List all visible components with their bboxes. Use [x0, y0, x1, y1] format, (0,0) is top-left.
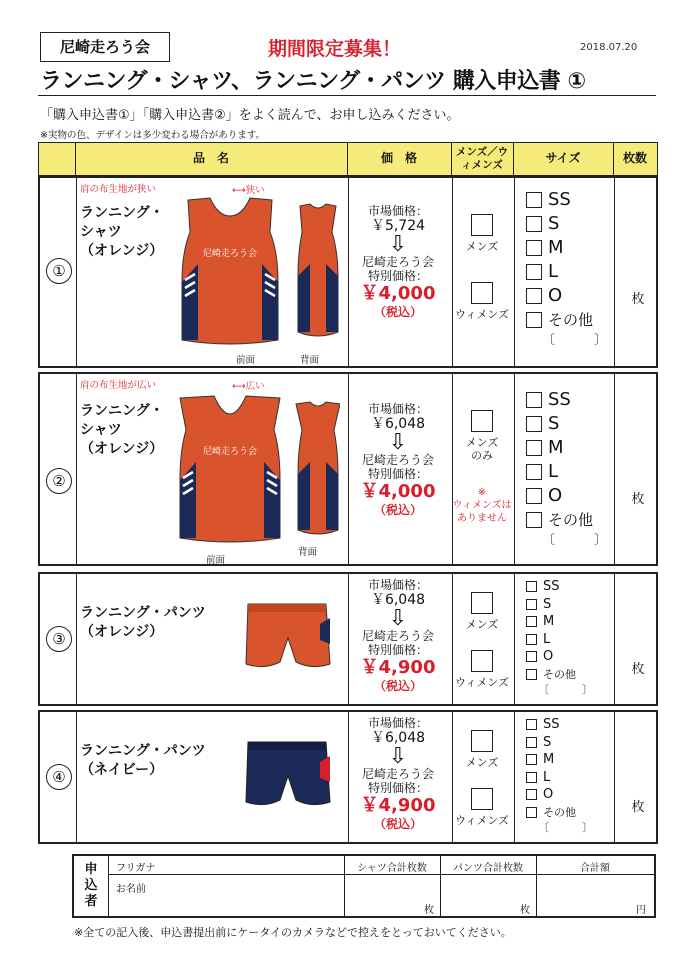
- product-name: ランニング・パンツ （オレンジ）: [80, 605, 206, 640]
- title-underline: [38, 95, 656, 96]
- footer-note: ※全ての記入後、申込書提出前にケータイのカメラなどで控えをとっておいてください。: [74, 926, 512, 939]
- mens-label: メンズ: [465, 756, 499, 769]
- womens-checkbox[interactable]: [471, 650, 493, 672]
- size-checkbox[interactable]: [526, 416, 542, 432]
- size-checkbox[interactable]: [526, 392, 542, 408]
- price-block: 市場価格： ￥6,048 ⇩ 尼崎走ろう会 特別価格： ￥4,900 （税込）: [348, 578, 448, 693]
- womens-label: ウィメンズ: [454, 676, 509, 689]
- size-other-bracket: 〔 〕: [542, 533, 608, 548]
- down-arrow-icon: ⇩: [388, 744, 408, 769]
- size-option: その他: [526, 308, 607, 332]
- size-option: O: [526, 484, 607, 508]
- size-option: O: [526, 648, 593, 666]
- size-option: M: [526, 236, 607, 260]
- applicant-label: 申 込 者: [84, 862, 98, 909]
- product-row-1: [38, 176, 658, 368]
- pants-unit: 枚: [520, 905, 530, 916]
- womens-checkbox[interactable]: [471, 282, 493, 304]
- womens-label: ウィメンズ: [454, 814, 509, 827]
- back-label: 背面: [298, 547, 318, 558]
- no-womens-note: ※ ウィメンズは ありません: [452, 487, 512, 524]
- grand-total-label: 合計額: [580, 863, 610, 874]
- size-option: S: [526, 212, 607, 236]
- mens-label: メンズ: [465, 618, 499, 631]
- size-checkbox[interactable]: [526, 669, 537, 680]
- mens-only-label: メンズ のみ: [465, 436, 499, 462]
- row-number: ③: [46, 626, 72, 652]
- size-option: O: [526, 284, 607, 308]
- shirt-print: 尼崎走ろう会: [202, 249, 258, 259]
- size-checkbox[interactable]: [526, 512, 542, 528]
- down-arrow-icon: ⇩: [388, 430, 408, 455]
- size-checkbox[interactable]: [526, 581, 537, 592]
- mens-checkbox[interactable]: [471, 410, 493, 432]
- size-option: M: [526, 613, 593, 631]
- size-option: その他: [526, 508, 607, 532]
- back-label: 背面: [300, 355, 320, 366]
- size-option: L: [526, 260, 607, 284]
- size-option: S: [526, 734, 593, 752]
- product-row-4: [38, 710, 658, 844]
- yen-unit: 円: [636, 905, 646, 916]
- size-options: [526, 578, 593, 697]
- size-option: その他: [526, 804, 593, 822]
- page-title: ランニング・シャツ、ランニング・パンツ 購入申込書 ①: [40, 69, 586, 94]
- size-option: SS: [526, 578, 593, 596]
- size-option: その他: [526, 666, 593, 684]
- mens-checkbox[interactable]: [471, 214, 493, 236]
- product-row-3: [38, 572, 658, 706]
- shoulder-note: 肩の布生地が狭い: [80, 184, 157, 195]
- size-options: [526, 388, 607, 550]
- size-checkbox[interactable]: [526, 264, 542, 280]
- size-checkbox[interactable]: [526, 634, 537, 645]
- row-number: ④: [46, 764, 72, 790]
- furigana-label: フリガナ: [116, 863, 156, 874]
- date: 2018.07.20: [580, 42, 638, 53]
- size-checkbox[interactable]: [526, 651, 537, 662]
- product-name: ランニング・ シャツ （オレンジ）: [80, 403, 164, 457]
- womens-label: ウィメンズ: [454, 308, 509, 321]
- table-header: [38, 142, 658, 176]
- row-number: ①: [46, 258, 72, 284]
- mens-checkbox[interactable]: [471, 730, 493, 752]
- womens-checkbox[interactable]: [471, 788, 493, 810]
- shirt-image: [170, 192, 340, 352]
- col-qty: 枚数: [622, 151, 647, 165]
- size-checkbox[interactable]: [526, 789, 537, 800]
- size-checkbox[interactable]: [526, 488, 542, 504]
- size-option: S: [526, 412, 607, 436]
- size-checkbox[interactable]: [526, 192, 542, 208]
- down-arrow-icon: ⇩: [388, 232, 408, 257]
- price-block: 市場価格： ￥6,048 ⇩ 尼崎走ろう会 特別価格： ￥4,900 （税込）: [348, 716, 448, 831]
- color-note: ※実物の色、デザインは多少変わる場合があります。: [40, 130, 266, 141]
- pants-image: [240, 732, 336, 828]
- size-checkbox[interactable]: [526, 737, 537, 748]
- name-input[interactable]: [110, 892, 340, 914]
- size-checkbox[interactable]: [526, 719, 537, 730]
- qty-unit: 枚: [631, 492, 645, 507]
- qty-unit: 枚: [631, 662, 645, 677]
- size-option: S: [526, 596, 593, 614]
- front-label: 前面: [206, 555, 226, 566]
- front-label: 前面: [236, 355, 256, 366]
- size-option: SS: [526, 188, 607, 212]
- size-checkbox[interactable]: [526, 754, 537, 765]
- qty-unit: 枚: [631, 800, 645, 815]
- row-number: ②: [46, 468, 72, 494]
- promo-text: 期間限定募集！: [268, 38, 402, 60]
- size-other-bracket: 〔 〕: [542, 333, 608, 348]
- size-checkbox[interactable]: [526, 599, 537, 610]
- size-other-bracket: 〔 〕: [538, 683, 593, 696]
- price-block: 市場価格： ￥6,048 ⇩ 尼崎走ろう会 特別価格： ￥4,000 （税込）: [348, 402, 448, 517]
- grand-total-input[interactable]: [538, 876, 652, 916]
- size-checkbox[interactable]: [526, 240, 542, 256]
- shoulder-tag: ⟷広い: [232, 381, 265, 392]
- shoulder-tag: ⟷狭い: [232, 185, 265, 196]
- size-checkbox[interactable]: [526, 216, 542, 232]
- instruction: 「購入申込書①」「購入申込書②」をよく読んで、お申し込みください。: [40, 108, 460, 123]
- size-option: L: [526, 769, 593, 787]
- size-option: O: [526, 786, 593, 804]
- size-option: L: [526, 631, 593, 649]
- name-label: お名前: [116, 884, 146, 895]
- size-options: [526, 716, 593, 835]
- col-price: 価 格: [380, 151, 417, 165]
- mens-label: メンズ: [465, 240, 499, 253]
- col-product: 品 名: [192, 151, 229, 165]
- product-name: ランニング・ シャツ （オレンジ）: [80, 205, 164, 259]
- size-options: [526, 188, 607, 350]
- size-checkbox[interactable]: [526, 440, 542, 456]
- size-option: L: [526, 460, 607, 484]
- product-name: ランニング・パンツ （ネイビー）: [80, 743, 206, 778]
- size-option: SS: [526, 388, 607, 412]
- size-checkbox[interactable]: [526, 807, 537, 818]
- shirt-total-label: シャツ合計枚数: [357, 863, 427, 874]
- product-row-2: [38, 372, 658, 566]
- size-option: SS: [526, 716, 593, 734]
- shirt-unit: 枚: [424, 905, 434, 916]
- price-block: 市場価格： ￥5,724 ⇩ 尼崎走ろう会 特別価格： ￥4,000 （税込）: [348, 204, 448, 319]
- size-checkbox[interactable]: [526, 772, 537, 783]
- pants-image: [240, 594, 336, 690]
- applicant-box: [72, 854, 656, 918]
- pants-total-label: パンツ合計枚数: [453, 863, 523, 874]
- mens-checkbox[interactable]: [471, 592, 493, 614]
- shoulder-note: 肩の布生地が広い: [80, 380, 157, 391]
- size-checkbox[interactable]: [526, 312, 542, 328]
- club-name-box: 尼崎走ろう会: [40, 32, 170, 62]
- size-option: M: [526, 436, 607, 460]
- col-gender: メンズ／ウィメンズ: [455, 145, 509, 171]
- shirt-image: [170, 390, 340, 550]
- shirt-print: 尼崎走ろう会: [202, 447, 258, 457]
- size-checkbox[interactable]: [526, 616, 537, 627]
- col-size: サイズ: [545, 151, 581, 165]
- qty-unit: 枚: [631, 292, 645, 307]
- size-checkbox[interactable]: [526, 288, 542, 304]
- size-checkbox[interactable]: [526, 464, 542, 480]
- down-arrow-icon: ⇩: [388, 606, 408, 631]
- size-option: M: [526, 751, 593, 769]
- size-other-bracket: 〔 〕: [538, 821, 593, 834]
